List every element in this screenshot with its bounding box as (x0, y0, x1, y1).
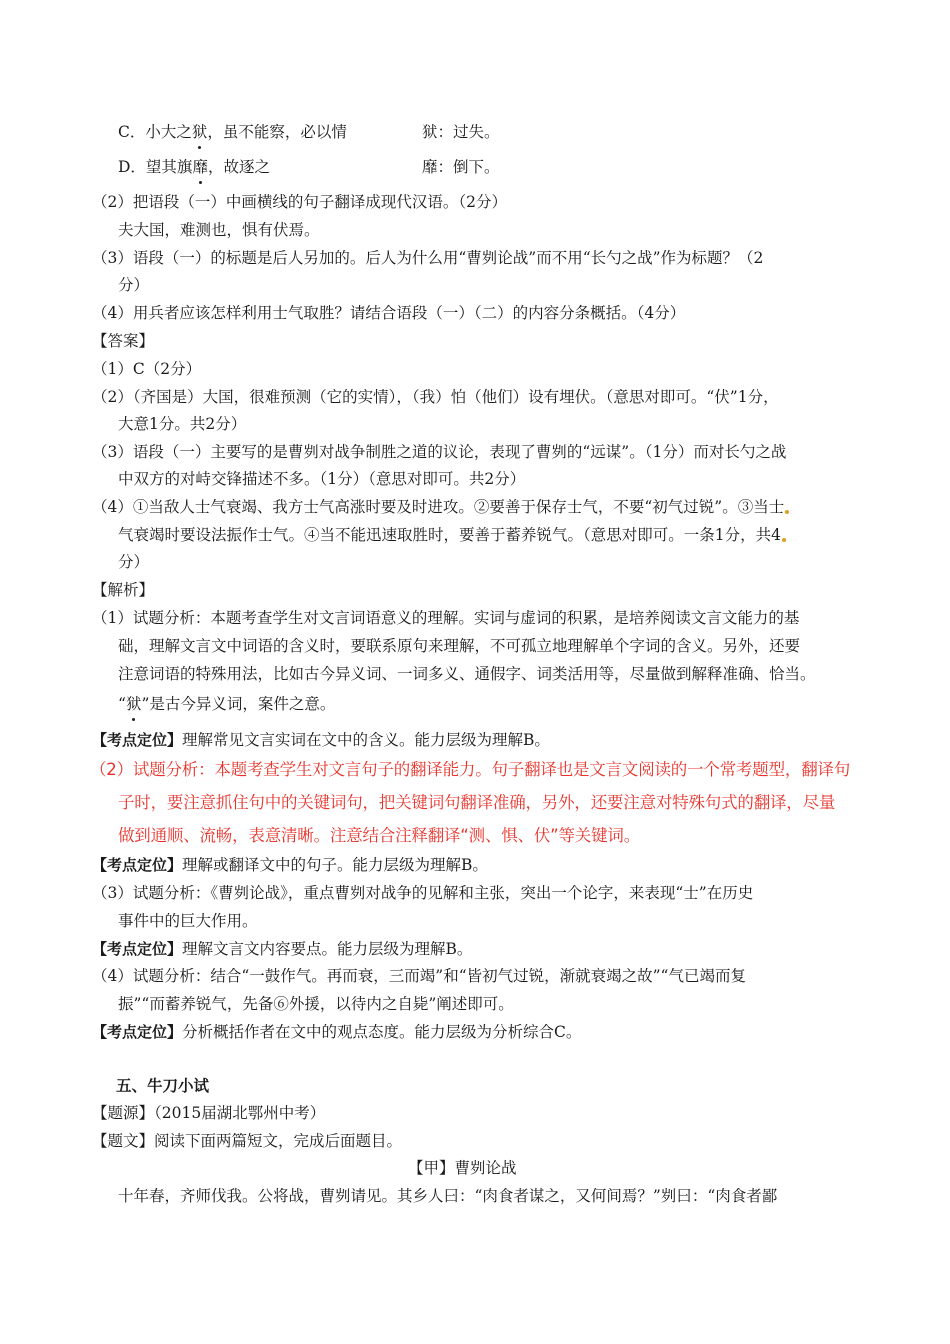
point-location-2 (92, 854, 488, 876)
analysis-1-line1: （1）试题分析：本题考查学生对文言词语意义的理解。实词与虚词的积累，是培养阅读文言文能力的基 (92, 609, 800, 627)
answer-3-line1: （3）语段（一）主要写的是曹刿对战争制胜之道的议论，表现了曹刿的“远谋”。（1分）而对长勺之战 (92, 443, 787, 461)
analysis-1-line4 (118, 693, 335, 715)
analysis-2-line2: 子时，要注意抓住句中的关键词句，把关键词句翻译准确，另外，还要注意对特殊句式的翻译，尽量 (118, 793, 836, 812)
point-location-4 (92, 1021, 581, 1043)
point-location-text: 理解文言文内容要点。能力层级为理解B。 (182, 940, 473, 958)
prompt-line (92, 1130, 402, 1152)
question-2-sentence: 夫大国，难测也，惧有伏焉。 (118, 221, 320, 239)
answer-1: （1）C（2分） (92, 360, 202, 378)
dotted-char: 狱 (125, 695, 142, 713)
highlight-mark (782, 538, 786, 542)
analysis-4-line1: （4）试题分析：结合“一鼓作气。再而衰，三而竭”和“皆初气过锐，渐就衰竭之故”“气已竭而复 (92, 967, 746, 985)
quote-open: “ (118, 695, 126, 713)
analysis-heading: 【解析】 (92, 581, 155, 599)
source-label: 【题源】 (92, 1104, 155, 1122)
answer-2-line2: 大意1分。共2分） (118, 415, 247, 433)
prompt-label: 【题文】 (92, 1132, 155, 1150)
point-location-label: 【考点定位】 (92, 856, 183, 874)
option-c-gloss: 狱：过失。 (422, 123, 500, 141)
prompt-text: 阅读下面两篇短文，完成后面题目。 (154, 1132, 403, 1150)
option-d-dotted-char: 靡 (192, 158, 208, 176)
analysis-2-line3: 做到通顺、流畅，表意清晰。注意结合注释翻译“测、惧、伏”等关键词。 (118, 826, 640, 845)
analysis-4-line2: 振”“而蓄养锐气，先备⑥外援，以待内之自毙”阐述即可。 (118, 995, 514, 1013)
question-3-line1: （3）语段（一）的标题是后人另加的。后人为什么用“曹刿论战”而不用“长勺之战”作为标题？（2 (92, 249, 764, 267)
option-c-dotted-char: 狱 (191, 123, 208, 141)
analysis-1-line2: 础，理解文言文中词语的含义时，要联系原句来理解，不可孤立地理解单个字词的含义。另外，还要 (118, 637, 801, 655)
point-location-text: 分析概括作者在文中的观点态度。能力层级为分析综合C。 (182, 1023, 582, 1041)
highlight-mark (785, 510, 789, 514)
section-title: 五、牛刀小试 (116, 1077, 210, 1095)
source-line (92, 1102, 325, 1124)
option-d-text: D．望其旗 (118, 158, 193, 176)
analysis-3-line2: 事件中的巨大作用。 (118, 912, 258, 930)
answer-heading: 【答案】 (92, 332, 155, 350)
point-location-text: 理解常见文言实词在文中的含义。能力层级为理解B。 (182, 731, 550, 749)
answer-4-line2-text: 气衰竭时要设法振作士气。④当不能迅速取胜时，要善于蓄养锐气。（意思对即可。一条1分，共4 (118, 526, 781, 544)
option-c (118, 121, 347, 143)
option-c-text-rest: ，虽不能察，必以情 (207, 123, 347, 141)
answer-2-line1: （2）（齐国是）大国，很难预测（它的实情），（我）怕（他们）设有埋伏。（意思对即可。“伏”1分， (92, 388, 779, 406)
answer-4-line1 (92, 496, 789, 518)
point-location-text: 理解或翻译文中的句子。能力层级为理解B。 (182, 856, 488, 874)
answer-4-line3: 分） (118, 553, 150, 571)
analysis-1-line4-rest: ”是古今异义词，案件之意。 (141, 695, 336, 713)
question-3-line2: 分） (118, 276, 150, 294)
option-c-text: C．小大之 (118, 123, 192, 141)
passage-title: 【甲】曹刿论战 (408, 1159, 517, 1177)
question-2: （2）把语段（一）中画横线的句子翻译成现代汉语。（2分） (92, 193, 507, 211)
option-d (118, 156, 270, 178)
analysis-1-line3: 注意词语的特殊用法，比如古今异义词、一词多义、通假字、词类活用等，尽量做到解释准确、恰当。 (118, 665, 816, 683)
analysis-3-line1: （3）试题分析：《曹刿论战》，重点曹刿对战争的见解和主张，突出一个论字，来表现“士”在历史 (92, 884, 754, 902)
option-d-gloss: 靡：倒下。 (422, 158, 500, 176)
point-location-label: 【考点定位】 (92, 1023, 183, 1041)
answer-4-line2 (118, 524, 786, 546)
option-d-text-rest: ，故逐之 (207, 158, 270, 176)
question-4: （4）用兵者应该怎样利用士气取胜？请结合语段（一）（二）的内容分条概括。（4分） (92, 304, 686, 322)
analysis-2-line1: （2）试题分析：本题考查学生对文言句子的翻译能力。句子翻译也是文言文阅读的一个常考题型，翻译句 (90, 760, 851, 779)
source-text: （2015届湖北鄂州中考） (154, 1104, 326, 1122)
point-location-1 (92, 729, 550, 751)
point-location-label: 【考点定位】 (92, 940, 183, 958)
point-location-label: 【考点定位】 (92, 731, 183, 749)
answer-4-line1-text: （4）①当敌人士气衰竭、我方士气高涨时要及时进攻。②要善于保存士气，不要“初气过锐”。③当士 (92, 498, 785, 516)
point-location-3 (92, 938, 472, 960)
answer-3-line2: 中双方的对峙交锋描述不多。（1分）（意思对即可。共2分） (118, 470, 526, 488)
passage-line1: 十年春，齐师伐我。公将战，曹刿请见。其乡人曰：“肉食者谋之，又何间焉？”刿曰：“肉食者鄙 (118, 1187, 778, 1205)
